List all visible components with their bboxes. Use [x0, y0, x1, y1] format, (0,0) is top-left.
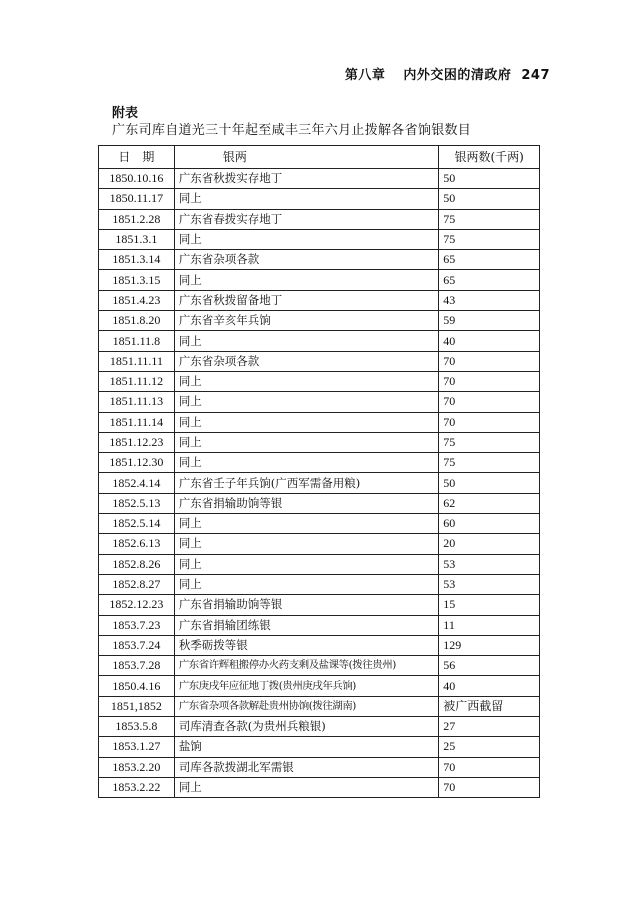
- cell-description: 广东省许辉租搬停办火药支剩及盐课等(拨往贵州): [174, 656, 438, 676]
- cell-date: 1851.3.14: [99, 250, 175, 270]
- table-row: [99, 331, 540, 351]
- cell-amount: 50: [439, 473, 540, 493]
- page-number: 247: [521, 68, 550, 83]
- cell-date: 1851.12.23: [99, 432, 175, 452]
- table-row: [99, 595, 540, 615]
- cell-amount: 75: [439, 229, 540, 249]
- table-row: [99, 757, 540, 777]
- cell-date: 1851.11.11: [99, 351, 175, 371]
- cell-date: 1851.8.20: [99, 311, 175, 331]
- cell-date: 1853.7.23: [99, 615, 175, 635]
- cell-date: 1851.4.23: [99, 290, 175, 310]
- header-amount: 银两数(千两): [439, 146, 540, 169]
- table-row: [99, 514, 540, 534]
- cell-amount: 40: [439, 331, 540, 351]
- cell-amount: 20: [439, 534, 540, 554]
- cell-amount: 70: [439, 392, 540, 412]
- table-row: [99, 209, 540, 229]
- cell-amount: 70: [439, 412, 540, 432]
- cell-description: 同上: [174, 331, 438, 351]
- cell-description: 广东省杂项各款: [174, 250, 438, 270]
- table-row: [99, 676, 540, 696]
- table-row: [99, 311, 540, 331]
- cell-description: 秋季砺拨等银: [174, 635, 438, 655]
- table-row: [99, 493, 540, 513]
- cell-amount: 15: [439, 595, 540, 615]
- cell-amount: 65: [439, 270, 540, 290]
- cell-amount: 75: [439, 453, 540, 473]
- cell-date: 1853.2.22: [99, 777, 175, 797]
- table-row: [99, 392, 540, 412]
- cell-amount: 70: [439, 777, 540, 797]
- cell-description: 广东省捐输团练银: [174, 615, 438, 635]
- cell-amount: 50: [439, 189, 540, 209]
- cell-description: 广东省捐输助饷等银: [174, 493, 438, 513]
- cell-amount: 129: [439, 635, 540, 655]
- cell-amount: 70: [439, 757, 540, 777]
- table-row: [99, 169, 540, 189]
- table-row: [99, 250, 540, 270]
- cell-description: 广东省辛亥年兵饷: [174, 311, 438, 331]
- table-row: [99, 737, 540, 757]
- cell-description: 广东省壬子年兵饷(广西军需备用粮): [174, 473, 438, 493]
- cell-amount: 被广西截留: [439, 696, 540, 716]
- table-row: [99, 777, 540, 797]
- header-date: 日 期: [99, 146, 175, 169]
- cell-amount: 65: [439, 250, 540, 270]
- table-row: [99, 371, 540, 391]
- cell-date: 1852.8.27: [99, 574, 175, 594]
- cell-date: 1852.4.14: [99, 473, 175, 493]
- chapter-label: 第八章: [344, 68, 386, 83]
- cell-date: 1852.12.23: [99, 595, 175, 615]
- cell-description: 司库清查各款(为贵州兵粮银): [174, 717, 438, 737]
- cell-description: 同上: [174, 371, 438, 391]
- header-description: 银两: [174, 146, 438, 169]
- cell-date: 1851.3.15: [99, 270, 175, 290]
- table-row: [99, 473, 540, 493]
- cell-date: 1852.5.13: [99, 493, 175, 513]
- cell-description: 广东庚戌年应征地丁拨(贵州庚戌年兵饷): [174, 676, 438, 696]
- cell-description: 广东省秋拨留备地丁: [174, 290, 438, 310]
- cell-amount: 40: [439, 676, 540, 696]
- cell-amount: 60: [439, 514, 540, 534]
- table-row: [99, 656, 540, 676]
- cell-description: 同上: [174, 453, 438, 473]
- cell-amount: 70: [439, 351, 540, 371]
- cell-description: 同上: [174, 554, 438, 574]
- table-row: [99, 351, 540, 371]
- cell-date: 1853.2.20: [99, 757, 175, 777]
- table-row: [99, 635, 540, 655]
- cell-description: 广东省杂项各款: [174, 351, 438, 371]
- cell-date: 1853.7.28: [99, 656, 175, 676]
- cell-description: 同上: [174, 270, 438, 290]
- cell-date: 1850.10.16: [99, 169, 175, 189]
- appendix-label: 附表: [112, 106, 139, 121]
- cell-date: 1852.6.13: [99, 534, 175, 554]
- cell-date: 1850.4.16: [99, 676, 175, 696]
- cell-amount: 11: [439, 615, 540, 635]
- cell-amount: 43: [439, 290, 540, 310]
- cell-date: 1850.11.17: [99, 189, 175, 209]
- cell-amount: 50: [439, 169, 540, 189]
- cell-amount: 62: [439, 493, 540, 513]
- cell-amount: 53: [439, 574, 540, 594]
- cell-amount: 27: [439, 717, 540, 737]
- cell-date: 1852.8.26: [99, 554, 175, 574]
- cell-date: 1853.1.27: [99, 737, 175, 757]
- cell-description: 司库各款拨湖北军需银: [174, 757, 438, 777]
- table-row: [99, 717, 540, 737]
- cell-date: 1851.11.14: [99, 412, 175, 432]
- cell-amount: 75: [439, 432, 540, 452]
- table-row: [99, 189, 540, 209]
- cell-description: 盐饷: [174, 737, 438, 757]
- silver-remittance-table: [98, 145, 540, 798]
- cell-description: 广东省捐输助饷等银: [174, 595, 438, 615]
- cell-amount: 70: [439, 371, 540, 391]
- table-row: [99, 412, 540, 432]
- cell-date: 1851.11.13: [99, 392, 175, 412]
- cell-date: 1851.2.28: [99, 209, 175, 229]
- cell-date: 1851.11.12: [99, 371, 175, 391]
- cell-description: 广东省杂项各款解赴贵州协饷(拨往湖南): [174, 696, 438, 716]
- cell-date: 1853.7.24: [99, 635, 175, 655]
- table-caption: 广东司库自道光三十年起至咸丰三年六月止拨解各省饷银数目: [112, 123, 472, 138]
- cell-description: 同上: [174, 432, 438, 452]
- cell-description: 广东省春拨实存地丁: [174, 209, 438, 229]
- cell-description: 同上: [174, 229, 438, 249]
- table-row: [99, 229, 540, 249]
- cell-description: 同上: [174, 777, 438, 797]
- cell-amount: 75: [439, 209, 540, 229]
- cell-description: 同上: [174, 189, 438, 209]
- page-header: [345, 64, 550, 83]
- table-row: [99, 432, 540, 452]
- cell-description: 同上: [174, 574, 438, 594]
- cell-description: 同上: [174, 514, 438, 534]
- cell-date: 1853.5.8: [99, 717, 175, 737]
- cell-amount: 59: [439, 311, 540, 331]
- table-header-row: [99, 146, 540, 169]
- cell-description: 同上: [174, 392, 438, 412]
- cell-description: 同上: [174, 534, 438, 554]
- table-row: [99, 554, 540, 574]
- chapter-title: 内外交困的清政府: [403, 68, 512, 83]
- cell-amount: 53: [439, 554, 540, 574]
- table-row: [99, 574, 540, 594]
- table-row: [99, 534, 540, 554]
- cell-amount: 25: [439, 737, 540, 757]
- table-row: [99, 696, 540, 716]
- cell-date: 1851,1852: [99, 696, 175, 716]
- table-row: [99, 270, 540, 290]
- cell-date: 1852.5.14: [99, 514, 175, 534]
- cell-date: 1851.3.1: [99, 229, 175, 249]
- cell-date: 1851.12.30: [99, 453, 175, 473]
- table-row: [99, 290, 540, 310]
- cell-date: 1851.11.8: [99, 331, 175, 351]
- cell-amount: 56: [439, 656, 540, 676]
- table-row: [99, 453, 540, 473]
- table-row: [99, 615, 540, 635]
- cell-description: 广东省秋拨实存地丁: [174, 169, 438, 189]
- cell-description: 同上: [174, 412, 438, 432]
